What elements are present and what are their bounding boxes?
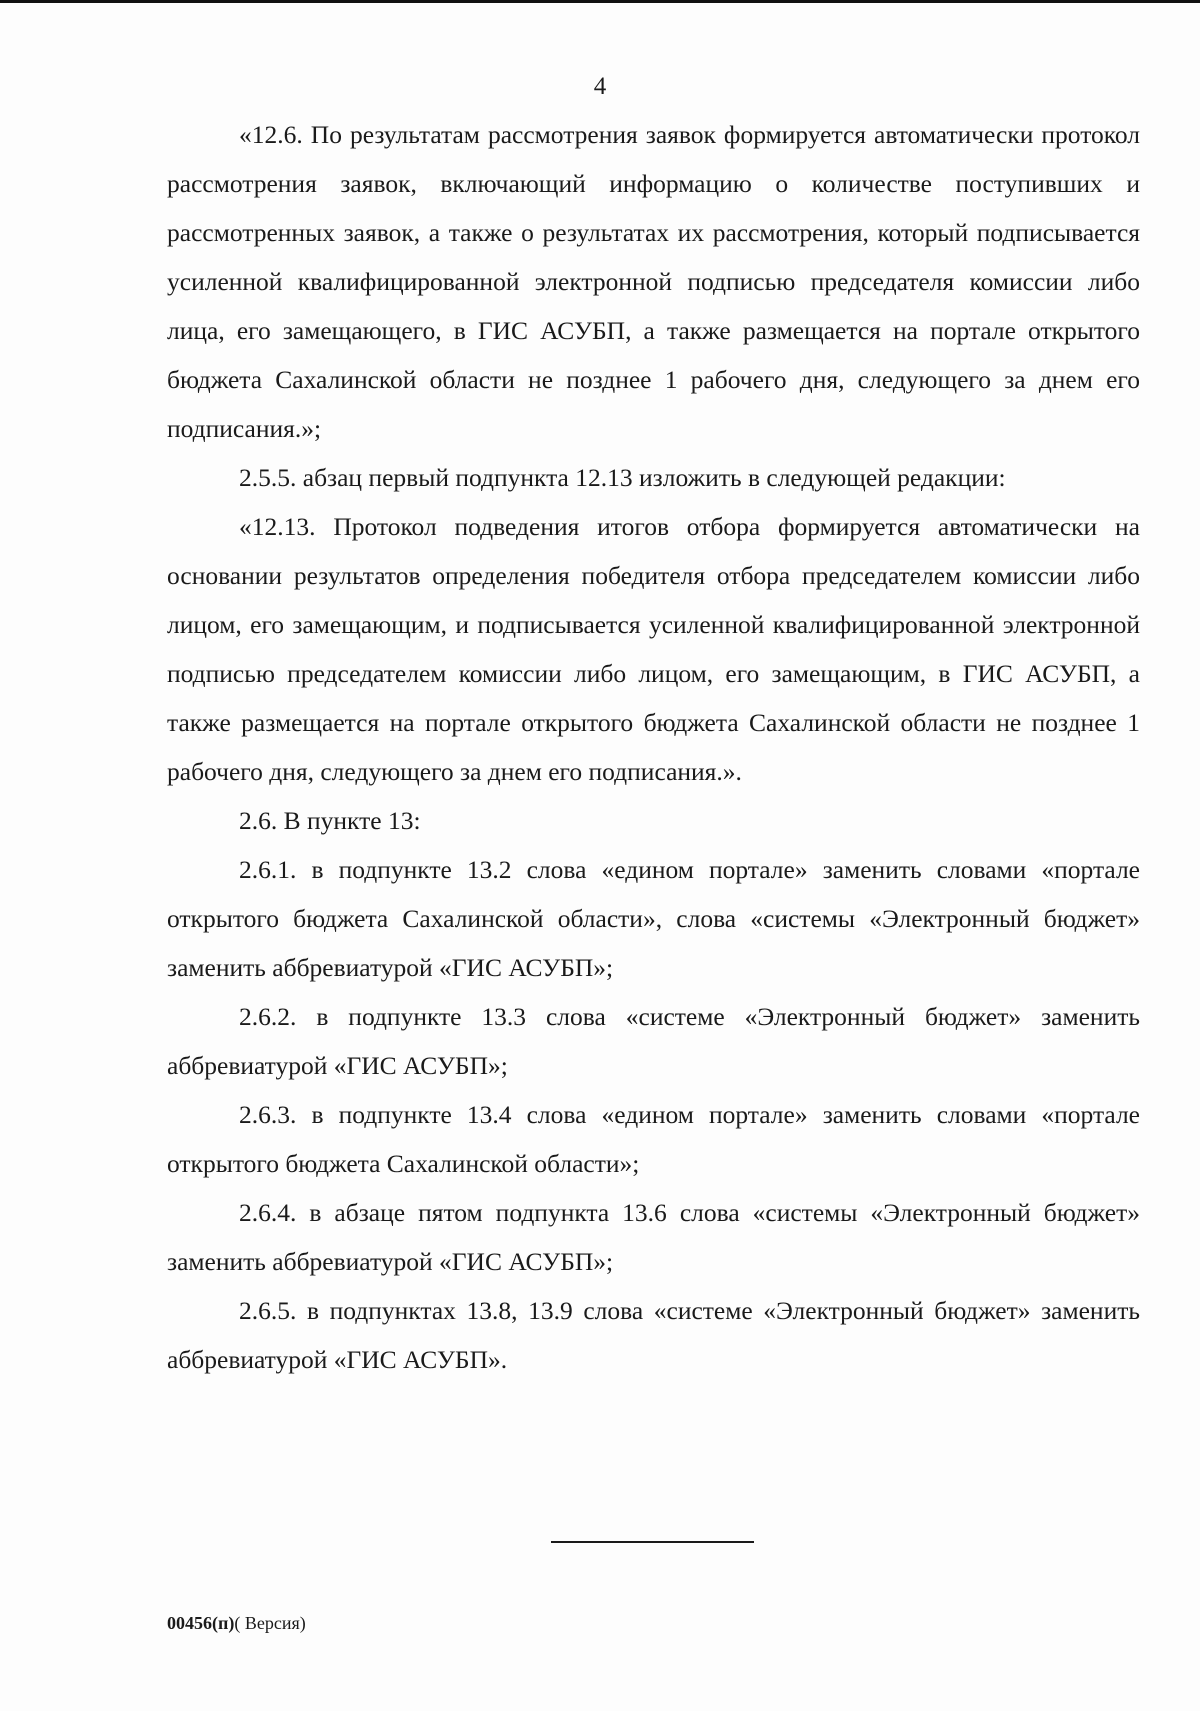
closing-rule [551,1541,754,1543]
document-code-version: ( Версия) [234,1613,306,1633]
paragraph-2-6-4: 2.6.4. в абзаце пятом подпункта 13.6 слова «системы «Электронный бюджет» заменить аббревиатурой «ГИС АСУБП»; [167,1198,1140,1276]
page-number: 4 [593,73,607,100]
paragraph-2-6-5: 2.6.5. в подпунктах 13.8, 13.9 слова «системе «Электронный бюджет» заменить аббревиатурой «ГИС АСУБП». [167,1296,1140,1374]
paragraph-2-6: 2.6. В пункте 13: [239,806,421,835]
paragraph-2-6-2: 2.6.2. в подпункте 13.3 слова «системе «Электронный бюджет» заменить аббревиатурой «ГИС АСУБП»; [167,1002,1140,1080]
paragraph-2-5-5: 2.5.5. абзац первый подпункта 12.13 изложить в следующей редакции: [239,463,1006,492]
document-code [167,1612,306,1634]
paragraph-12-13: «12.13. Протокол подведения итогов отбора формируется автоматически на основании результатов определения победителя отбора председателем комиссии либо лицом, его замещающим, и подписывается усиленной квалифицированной электронной подписью председателем комиссии либо лицом, его замещающим, в ГИС АСУБП, а также размещается на портале открытого бюджета Сахалинской области не позднее 1 рабочего дня, следующего за днем его подписания.». [167,512,1140,786]
scan-top-edge [0,0,1200,3]
document-body [167,110,1140,1384]
document-code-number: 00456(п) [167,1613,235,1633]
paragraph-2-6-3: 2.6.3. в подпункте 13.4 слова «едином портале» заменить словами «портале открытого бюджета Сахалинской области»; [167,1100,1140,1178]
paragraph-2-6-1: 2.6.1. в подпункте 13.2 слова «едином портале» заменить словами «портале открытого бюджета Сахалинской области», слова «системы «Электронный бюджет» заменить аббревиатурой «ГИС АСУБП»; [167,855,1140,982]
paragraph-12-6: «12.6. По результатам рассмотрения заявок формируется автоматически протокол рассмотрения заявок, включающий информацию о количестве поступивших и рассмотренных заявок, а также о результатах их рассмотрения, который подписывается усиленной квалифицированной электронной подписью председателя комиссии либо лица, его замещающего, в ГИС АСУБП, а также размещается на портале открытого бюджета Сахалинской области не позднее 1 рабочего дня, следующего за днем его подписания.»; [167,120,1140,443]
